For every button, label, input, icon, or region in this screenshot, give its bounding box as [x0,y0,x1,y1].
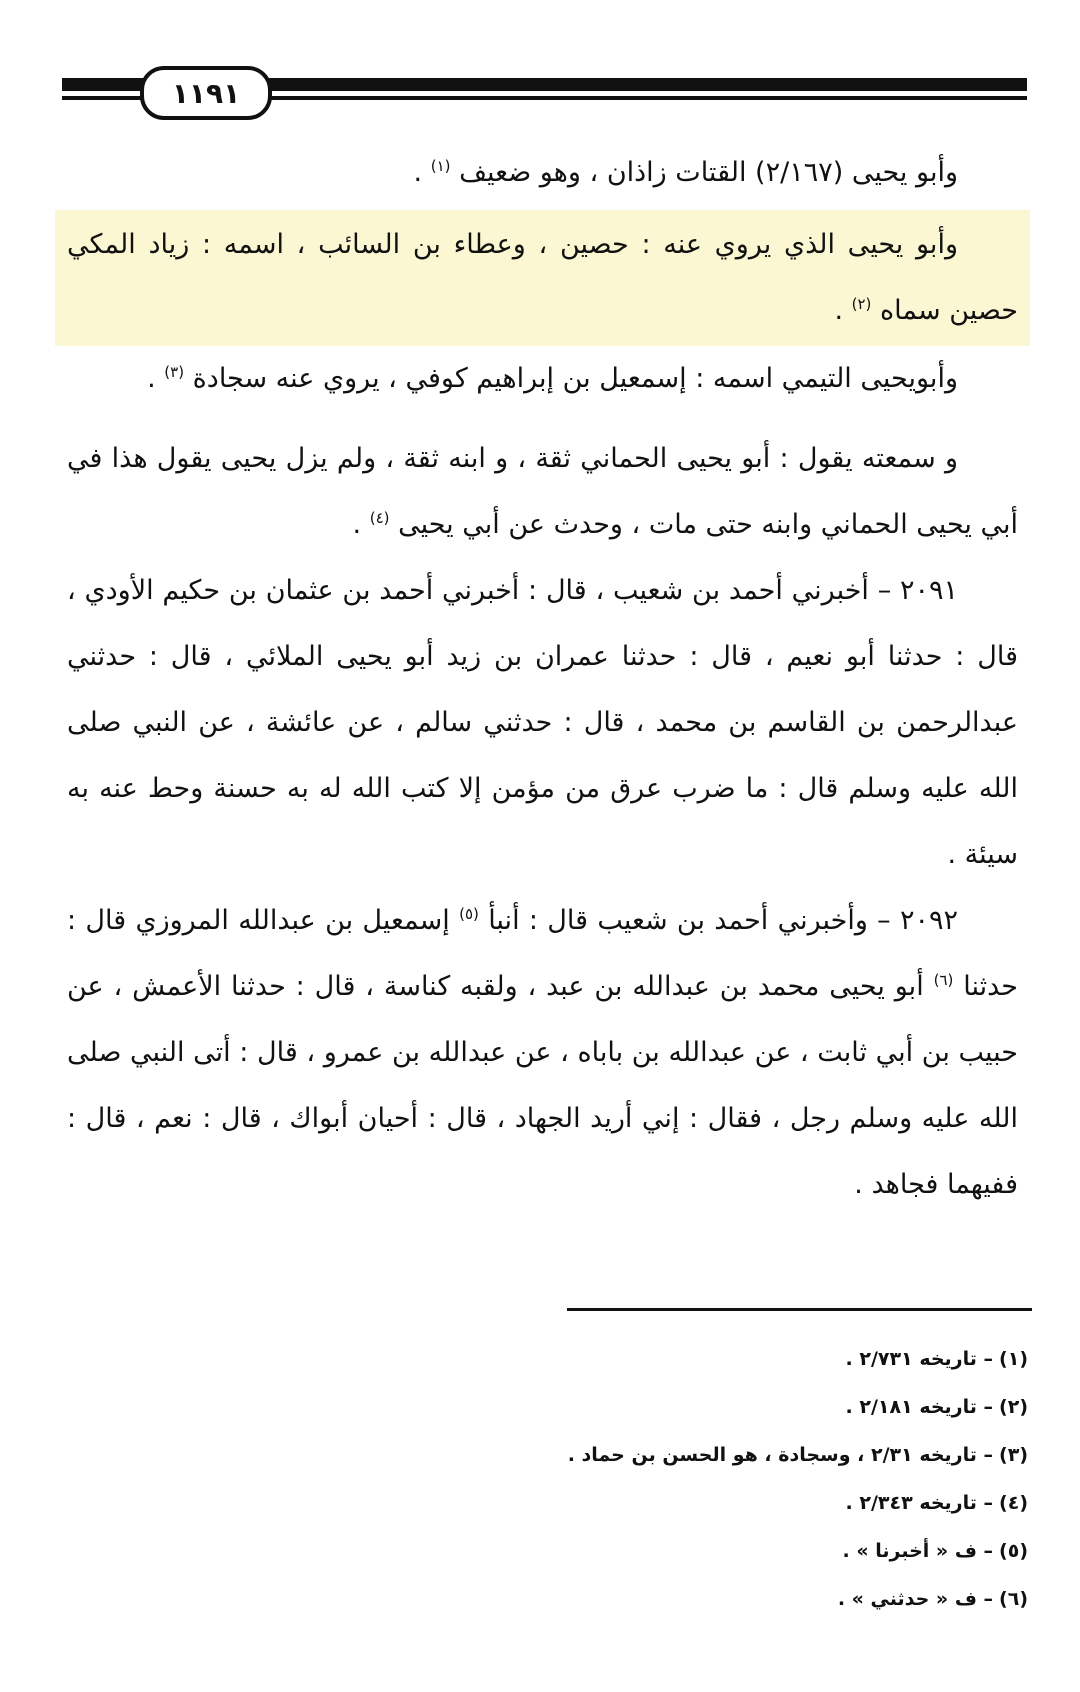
main-text [55,140,1030,1218]
hadith-2091: ٢٠٩١ – أخبرني أحمد بن شعيب ، قال : أخبرني أحمد بن عثمان بن حكيم الأودي ، قال : حدثنا أبو نعيم ، قال : حدثنا عمران بن زيد أبو يحيى الملائي ، قال : حدثني عبدالرحمن بن القاسم بن محمد ، قال : حدثني سالم ، عن عائشة ، عن النبي صلى الله عليه وسلم قال : ما ضرب عرق من مؤمن إلا كتب الله له به حسنة وحط عنه به سيئة . [67,575,1018,870]
footnote-item: (١)– تاريخه ٢/٧٣١ . [845,1348,1028,1370]
page-number: ١١٩١ [140,66,272,120]
hadith-2092: ٢٠٩٢ – وأخبرني أحمد بن شعيب قال : أنبأ $^{(٥)}$ إسمعيل بن عبدالله المروزي قال : حدثنا $^{(٦)}$ أبو يحيى محمد بن عبدالله بن عبد ، ولقبه كناسة ، قال : حدثنا الأعمش ، عن حبيب بن أبي ثابت ، عن عبدالله بن باباه ، عن عبدالله بن عمرو ، قال : أتى النبي صلى الله عليه وسلم رجل ، فقال : إني أريد الجهاد ، قال : أحيان أبواك ، قال : نعم ، قال : ففيهما فجاهد . [67,905,1019,1200]
footnote-marker: (٣) [164,363,185,381]
footnote-marker: (٢) [851,295,872,313]
footnote-marker: (١) [430,157,451,175]
paragraph-highlighted: وأبو يحيى الذي يروي عنه : حصين ، وعطاء بن السائب ، اسمه : زياد المكي حصين سماه $^{(٢)}$ . [55,210,1030,346]
footnote-item: (٦)– ف « حدثني » . [837,1588,1028,1610]
footnotes-list [400,1335,1028,1623]
page-header [62,66,1027,120]
footnote-item: (٥)– ف « أخبرنا » . [842,1540,1028,1562]
paragraph-abu-yahya-qattat: وأبو يحيى (٢/١٦٧) القتات زاذان ، وهو ضعيف $^{(١)}$ . [413,157,958,188]
footnote-marker: (٦) [933,971,954,989]
paragraph-himmani: و سمعته يقول : أبو يحيى الحماني ثقة ، و ابنه ثقة ، ولم يزل يحيى يقول هذا في أبي يحيى الحماني وابنه حتى مات ، وحدث عن أبي يحيى $^{(٤)}$ . [67,443,1018,540]
footnote-separator [567,1308,1032,1311]
footnote-marker: (٤) [369,509,390,527]
paragraph-abu-yahya-taymi: وأبويحيى التيمي اسمه : إسمعيل بن إبراهيم كوفي ، يروي عنه سجادة $^{(٣)}$ . [147,363,958,394]
footnote-marker: (٥) [459,905,479,923]
footnote-item: (٢)– تاريخه ٢/١٨١ . [845,1396,1028,1418]
footnote-item: (٣)– تاريخه ٢/٣١ ، وسجادة ، هو الحسن بن حماد . [567,1444,1028,1466]
footnote-item: (٤)– تاريخه ٢/٣٤٣ . [845,1492,1028,1514]
